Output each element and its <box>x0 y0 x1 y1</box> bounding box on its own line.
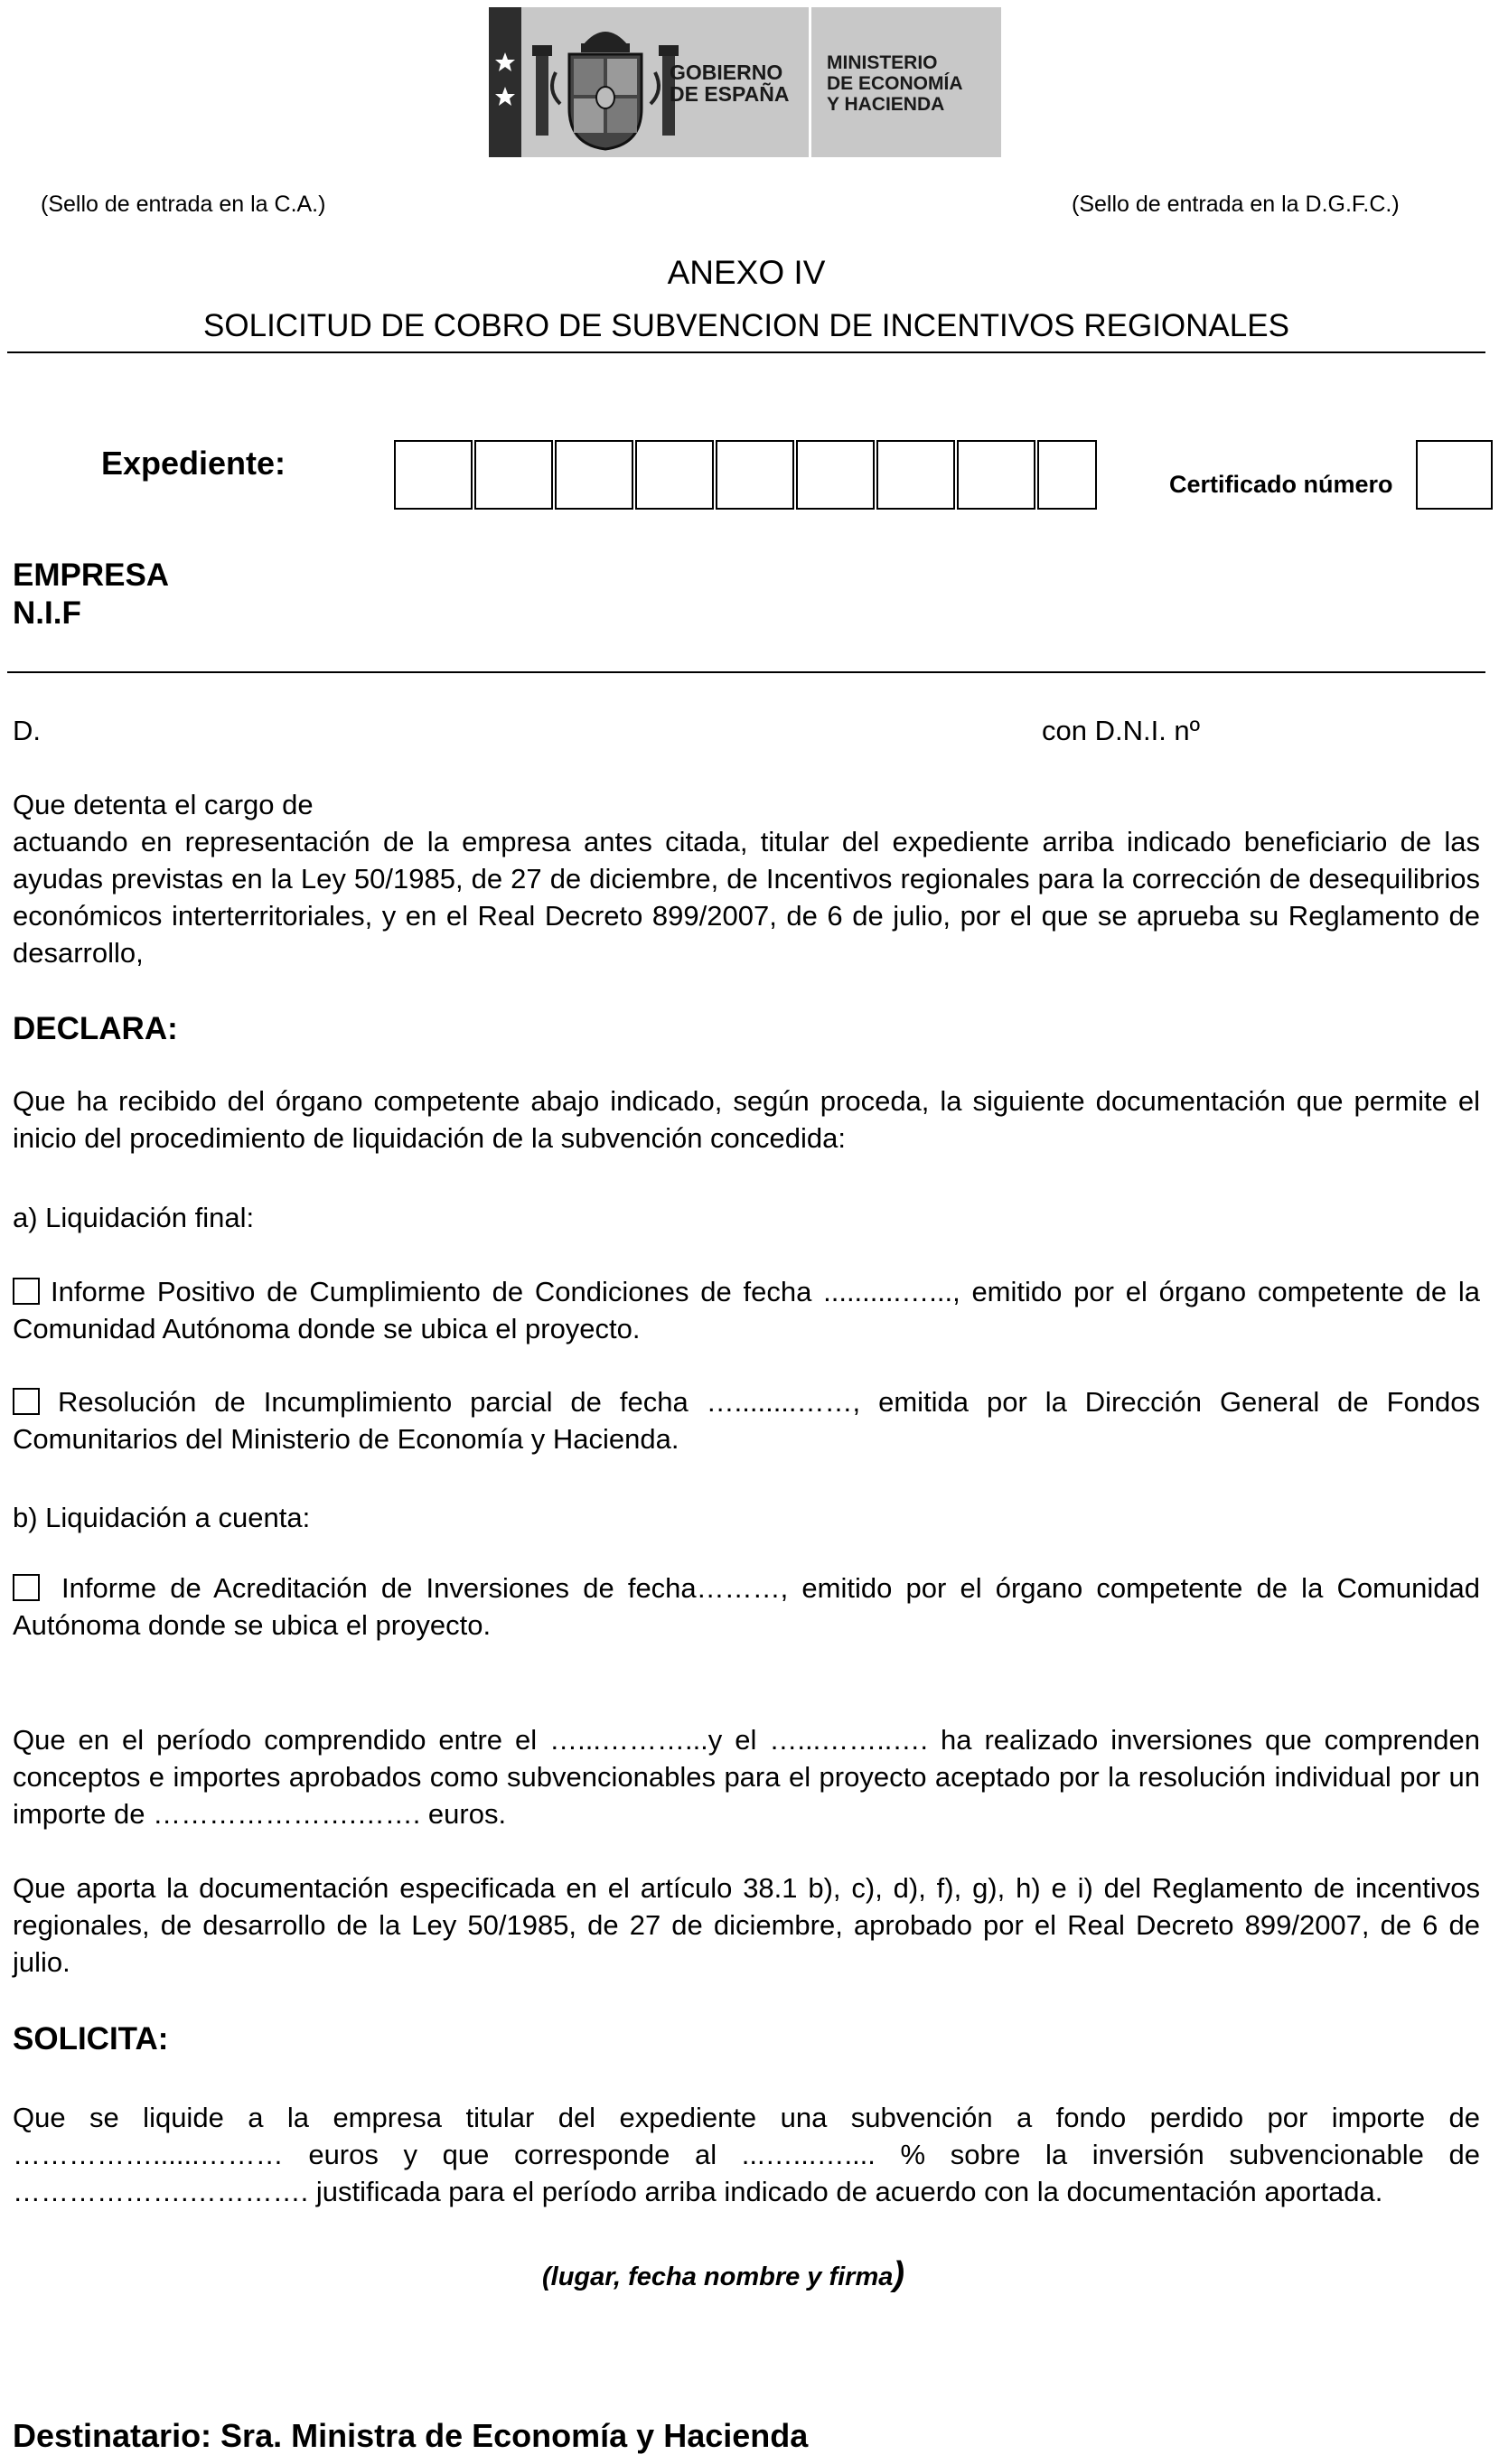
gov-text <box>670 61 790 105</box>
expediente-digit-box[interactable] <box>555 440 633 510</box>
d-label: D. <box>13 715 41 746</box>
destinatario: Destinatario: Sra. Ministra de Economía y Hacienda <box>13 2417 809 2454</box>
ministry-line-1: MINISTERIO <box>827 52 938 73</box>
firma-text: (lugar, fecha nombre y firma <box>542 2263 894 2291</box>
empresa-label: EMPRESA <box>13 557 170 593</box>
option-resolucion-incumplimiento[interactable] <box>13 1383 1480 1457</box>
option-informe-acreditacion[interactable] <box>13 1569 1480 1644</box>
expediente-digit-box[interactable] <box>474 440 553 510</box>
certificado-box[interactable] <box>1416 440 1493 510</box>
dni-label: con D.N.I. nº <box>1042 715 1200 746</box>
option-informe-positivo[interactable] <box>13 1273 1480 1347</box>
ministry-line-2: DE ECONOMÍA <box>827 73 963 94</box>
stamp-left: (Sello de entrada en la C.A.) <box>41 192 326 217</box>
gov-line-1: GOBIERNO <box>670 61 783 84</box>
coat-of-arms-icon <box>529 18 682 152</box>
empresa-rule <box>7 671 1485 673</box>
liquidacion-cuenta-label: b) Liquidación a cuenta: <box>13 1502 311 1533</box>
cargo-label: Que detenta el cargo de <box>13 789 314 820</box>
informe-acreditacion-text: Informe de Acreditación de Inversiones de fecha………, emitido por el órgano competente de la Comunidad Autónoma donde se ubica el proyecto. <box>13 1572 1480 1641</box>
declara-intro: Que ha recibido del órgano competente abajo indicado, según proceda, la siguiente documentación que permite el inicio del procedimiento de liquidación de la subvención concedida: <box>13 1085 1480 1154</box>
solicita-heading: SOLICITA: <box>13 2021 169 2056</box>
form-title: SOLICITUD DE COBRO DE SUBVENCION DE INCENTIVOS REGIONALES <box>203 308 1289 343</box>
ministry-line-3: Y HACIENDA <box>827 94 945 115</box>
solicita-paragraph: Que se liquide a la empresa titular del expediente una subvención a fondo perdido por importe de ……………......……… euros y que corresponde al ...…...….... % sobre la inversión subvencionable de ……………….…………. justificada para el período arriba indicado de acuerdo con la documentación aportada. <box>13 2102 1480 2207</box>
informe-positivo-checkbox[interactable] <box>13 1278 40 1305</box>
resolucion-checkbox[interactable] <box>13 1388 40 1415</box>
resolucion-text: Resolución de Incumplimiento parcial de fecha …........……, emitida por la Dirección General de Fondos Comunitarios del Ministerio de Economía y Hacienda. <box>13 1386 1480 1455</box>
declara-heading: DECLARA: <box>13 1011 178 1046</box>
expediente-digit-box[interactable] <box>394 440 473 510</box>
stars-icon <box>489 7 521 157</box>
liquidacion-final-label: a) Liquidación final: <box>13 1202 255 1233</box>
stamp-right: (Sello de entrada en la D.G.F.C.) <box>1072 192 1400 217</box>
title-rule <box>7 351 1485 353</box>
expediente-digit-box[interactable] <box>1037 440 1097 510</box>
nif-label: N.I.F <box>13 595 81 631</box>
logo-divider <box>809 7 811 157</box>
gov-line-2: DE ESPAÑA <box>670 82 790 106</box>
expediente-digit-box[interactable] <box>876 440 955 510</box>
expediente-digit-box[interactable] <box>635 440 714 510</box>
periodo-paragraph: Que en el período comprendido entre el …...………...y el …...……..…. ha realizado inversiones que comprenden conceptos e importes aprobados como subvencionables para el proyecto aceptado por la resolución individual por un importe de ………………….……. euros. <box>13 1724 1480 1830</box>
flag-strip <box>489 7 521 157</box>
firma-label: (lugar, fecha nombre y firma) <box>542 2255 905 2293</box>
annex-title: ANEXO IV <box>667 254 826 291</box>
ministry-text <box>827 52 963 115</box>
informe-acreditacion-checkbox[interactable] <box>13 1574 40 1601</box>
expediente-digit-box[interactable] <box>957 440 1035 510</box>
representation-paragraph: actuando en representación de la empresa antes citada, titular del expediente arriba indicado beneficiario de las ayudas previstas en la Ley 50/1985, de 27 de diciembre, de Incentivos regionales para la corrección de desequilibrios económicos interterritoriales, y en el Real Decreto 899/2007, de 6 de julio, por el que se aprueba su Reglamento de desarrollo, <box>13 826 1480 969</box>
aporta-paragraph: Que aporta la documentación especificada en el artículo 38.1 b), c), d), f), g), h) e i) del Reglamento de incentivos regionales, de desarrollo de la Ley 50/1985, de 27 de diciembre, aprobado por el Real Decreto 899/2007, de 6 de julio. <box>13 1872 1480 1978</box>
informe-positivo-text: Informe Positivo de Cumplimiento de Condiciones de fecha ..........…..., emitido por el órgano competente de la Comunidad Autónoma donde se ubica el proyecto. <box>13 1276 1480 1344</box>
expediente-digit-box[interactable] <box>716 440 794 510</box>
logo <box>489 7 1001 157</box>
expediente-label: Expediente: <box>101 445 286 482</box>
expediente-boxes[interactable] <box>394 440 1097 510</box>
expediente-digit-box[interactable] <box>796 440 875 510</box>
certificado-label: Certificado número <box>1169 471 1393 498</box>
